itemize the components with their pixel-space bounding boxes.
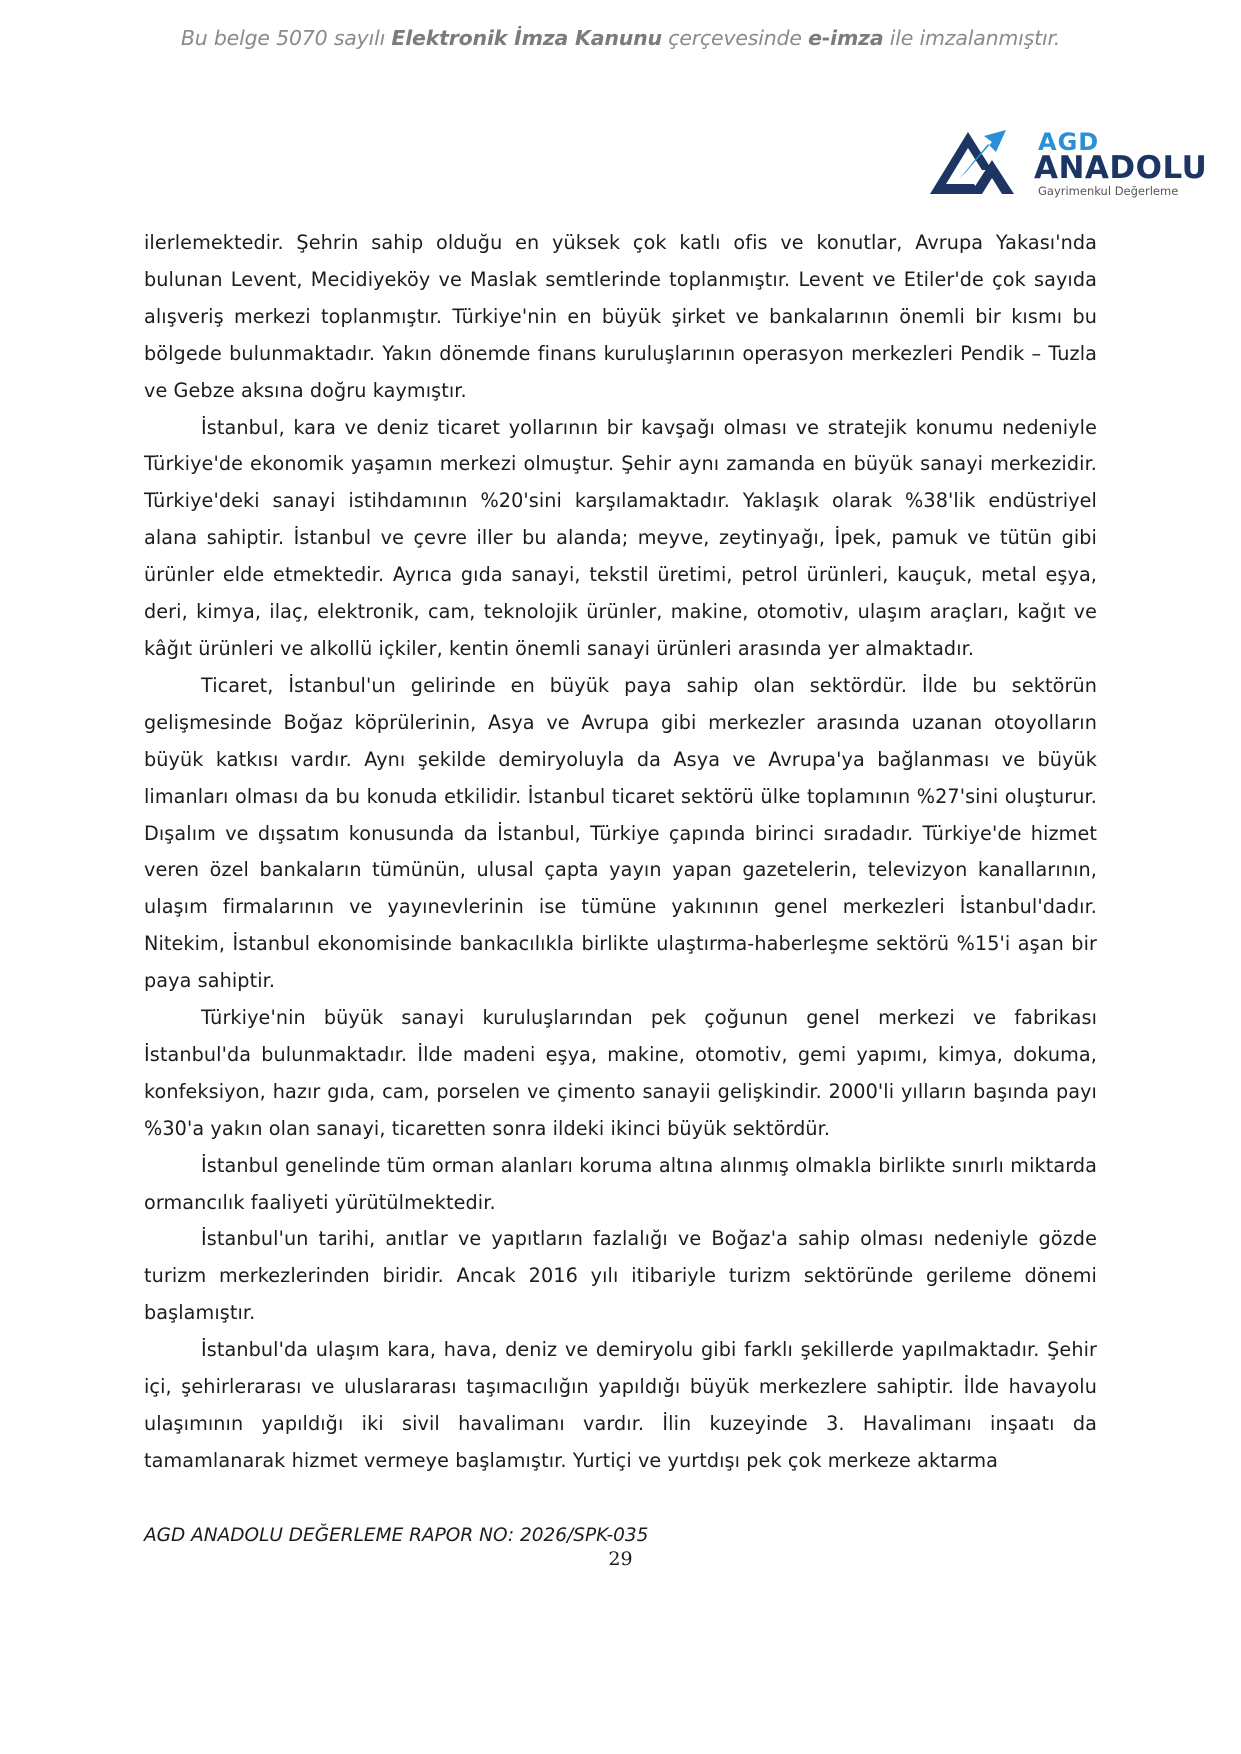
paragraph: Ticaret, İstanbul'un gelirinde en büyük paya sahip olan sektördür. İlde bu sektörün gelişmesinde Boğaz köprülerinin, Asya ve Avrupa gibi merkezler arasında uzanan otoyolların büyük katkısı vardır. Aynı şekilde demiryoluyla da Asya ve Avrupa'ya bağlanması ve büyük limanları olması da bu konuda etkilidir. İstanbul ticaret sektörü ülke toplamının %27'sini oluşturur. Dışalım ve dışsatım konusunda da İstanbul, Türkiye çapında birinci sıradadır. Türkiye'de hizmet veren özel bankaların tümünün, ulusal çapta yayın yapan gazetelerin, televizyon kanallarının, ulaşım firmalarının ve yayınevlerinin ise tümüne yakınının genel merkezleri İstanbul'dadır. Nitekim, İstanbul ekonomisinde bankacılıkla birlikte ulaştırma-haberleşme sektörü %15'i aşan bir paya sahiptir. <box>144 673 1097 993</box>
mountain-arrow-logo-icon <box>930 126 1030 198</box>
esign-term: e-imza <box>808 26 884 50</box>
e-signature-notice <box>0 26 1241 50</box>
report-footer-title: AGD ANADOLU DEĞERLEME RAPOR NO: 2026/SPK-035 <box>144 1525 649 1546</box>
esign-notice-text: Bu belge 5070 sayılı <box>180 26 392 50</box>
paragraph: İstanbul genelinde tüm orman alanları koruma altına alınmış olmakla birlikte sınırlı miktarda ormancılık faaliyeti yürütülmektedir. <box>144 1153 1097 1214</box>
esign-notice-text: ile imzalanmıştır. <box>883 26 1061 50</box>
logo-anadolu-text: ANADOLU <box>1034 150 1208 186</box>
company-logo <box>930 126 1208 198</box>
paragraph: İstanbul'da ulaşım kara, hava, deniz ve demiryolu gibi farklı şekillerde yapılmaktadır. Şehir içi, şehirlerarası ve uluslararası taşımacılığın yapıldığı büyük merkezlere sahiptir. İlde havayolu ulaşımının yapıldığı iki sivil havalimanı vardır. İlin kuzeyinde 3. Havalimanı inşaatı da tamamlanarak hizmet vermeye başlamıştır. Yurtiçi ve yurtdışı pek çok merkeze aktarma <box>144 1338 1097 1472</box>
report-body <box>144 225 1097 1480</box>
paragraph: Türkiye'nin büyük sanayi kuruluşlarından pek çoğunun genel merkezi ve fabrikası İstanbul'da bulunmaktadır. İlde madeni eşya, makine, otomotiv, gemi yapımı, kimya, dokuma, konfeksiyon, hazır gıda, cam, porselen ve çimento sanayii gelişkindir. 2000'li yılların başında payı %30'a yakın olan sanayi, ticaretten sonra ildeki ikinci büyük sektördür. <box>144 1006 1097 1140</box>
logo-subtitle: Gayrimenkul Değerleme <box>1038 184 1179 198</box>
esign-notice-text: çerçevesinde <box>661 26 809 50</box>
logo-agd-text: AGD <box>1038 128 1100 156</box>
paragraph-continuation: ilerlemektedir. Şehrin sahip olduğu en yüksek çok katlı ofis ve konutlar, Avrupa Yakası'nda bulunan Levent, Mecidiyeköy ve Maslak semtlerinde toplanmıştır. Levent ve Etiler'de çok sayıda alışveriş merkezi toplanmıştır. Türkiye'nin en büyük şirket ve bankalarının önemli bir kısmı bu bölgede bulunmaktadır. Yakın dönemde finans kuruluşlarının operasyon merkezleri Pendik – Tuzla ve Gebze aksına doğru kaymıştır. <box>144 231 1097 402</box>
page-number: 29 <box>608 1548 633 1570</box>
paragraph: İstanbul'un tarihi, anıtlar ve yapıtların fazlalığı ve Boğaz'a sahip olması nedeniyle gözde turizm merkezlerinden biridir. Ancak 2016 yılı itibariyle turizm sektöründe gerileme dönemi başlamıştır. <box>144 1227 1097 1325</box>
esign-law-name: Elektronik İmza Kanunu <box>391 26 662 50</box>
paragraph: İstanbul, kara ve deniz ticaret yollarının bir kavşağı olması ve stratejik konumu nedeniyle Türkiye'de ekonomik yaşamın merkezi olmuştur. Şehir aynı zamanda en büyük sanayi merkezidir. Türkiye'deki sanayi istihdamının %20'sini karşılamaktadır. Yaklaşık olarak %38'lik endüstriyel alana sahiptir. İstanbul ve çevre iller bu alanda; meyve, zeytinyağı, İpek, pamuk ve tütün gibi ürünler elde etmektedir. Ayrıca gıda sanayi, tekstil üretimi, petrol ürünleri, kauçuk, metal eşya, deri, kimya, ilaç, elektronik, cam, teknolojik ürünler, makine, otomotiv, ulaşım araçları, kağıt ve kâğıt ürünleri ve alkollü içkiler, kentin önemli sanayi ürünleri arasında yer almaktadır. <box>144 415 1097 660</box>
